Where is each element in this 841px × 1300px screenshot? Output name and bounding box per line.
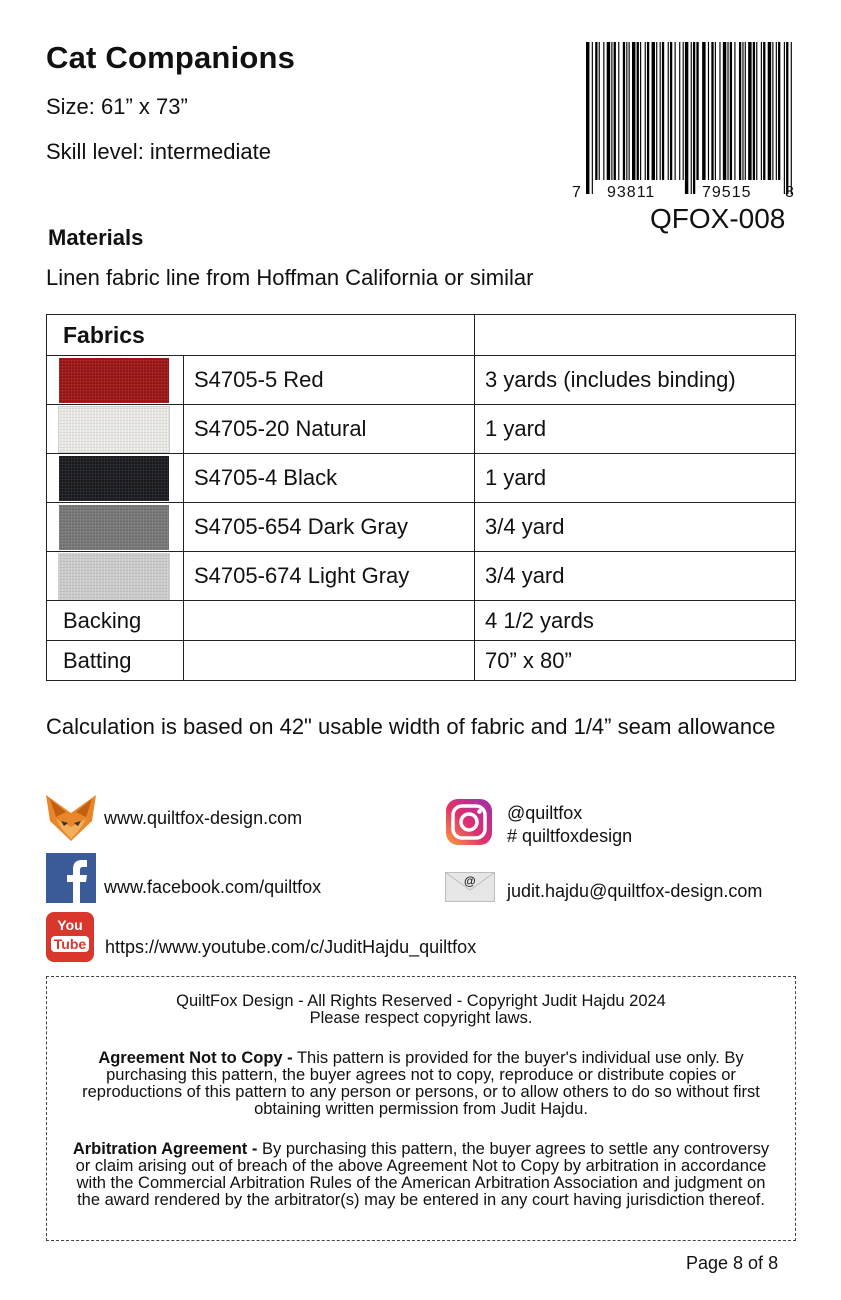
fabric-swatch-light-gray — [59, 554, 169, 599]
table-row — [47, 601, 796, 641]
fabric-amount: 3/4 yard — [475, 552, 796, 601]
agreement-text: This pattern is provided for the buyer's individual use only. By purchasing this pattern, the buyer agrees not to copy, reproduce or distribute copies or reproductions of this pattern to any person or persons, or to allow others to do so without first obtaining written permission from Judit Hajdu. — [82, 1049, 760, 1118]
barcode-bar — [791, 42, 792, 194]
barcode-bar — [623, 42, 625, 180]
table-row — [47, 405, 796, 454]
youtube-icon-top-text: You — [57, 917, 83, 933]
fabric-amount: 3/4 yard — [475, 503, 796, 552]
empty-cell — [184, 601, 475, 641]
barcode-bar — [607, 42, 610, 180]
arbitration-title: Arbitration Agreement - — [72, 1140, 258, 1158]
materials-heading: Materials — [48, 225, 144, 250]
barcode-bar — [645, 42, 646, 180]
barcode-bar — [696, 42, 698, 180]
barcode-group-right: 79515 — [702, 184, 752, 201]
barcode-bar — [768, 42, 771, 180]
page-number: Page 8 of 8 — [686, 1253, 779, 1273]
skill-level: Skill level: intermediate — [46, 139, 271, 164]
instagram-hashtag[interactable]: # quiltfoxdesign — [507, 826, 633, 846]
fabric-line-text: Linen fabric line from Hoffman California or similar — [46, 265, 534, 290]
barcode-bar — [679, 42, 680, 180]
barcode-bar — [647, 42, 649, 180]
barcode-bar — [708, 42, 709, 180]
barcode-bar — [730, 42, 732, 180]
barcode-bar — [640, 42, 641, 180]
table-header-row — [47, 315, 796, 356]
table-row — [47, 356, 796, 405]
table-row — [47, 503, 796, 552]
barcode-bar — [662, 42, 664, 180]
barcode-bar — [748, 42, 751, 180]
fox-logo-icon — [46, 795, 96, 841]
barcode-bar — [742, 42, 743, 180]
swatch-cell — [47, 356, 184, 405]
agreement-title: Agreement Not to Copy - — [98, 1049, 293, 1067]
fabrics-header-label: Fabrics — [63, 321, 145, 348]
email-at-symbol: @ — [464, 874, 476, 888]
copyright-block — [47, 993, 795, 1027]
barcode-bar — [592, 42, 593, 194]
fabric-amount: 1 yard — [475, 454, 796, 503]
fabric-code: S4705-5 Red — [184, 356, 475, 405]
email-link[interactable]: judit.hajdu@quiltfox-design.com — [507, 881, 763, 901]
quilt-size: Size: 61” x 73” — [46, 94, 188, 119]
youtube-icon — [46, 912, 94, 962]
copyright-line-1: QuiltFox Design - All Rights Reserved - Copyright Judit Hajdu 2024 — [176, 992, 666, 1010]
fabric-code: S4705-4 Black — [184, 454, 475, 503]
barcode-bar — [626, 42, 627, 180]
facebook-icon — [46, 853, 96, 903]
youtube-link[interactable]: https://www.youtube.com/c/JuditHajdu_quiltfox — [105, 937, 477, 957]
table-row — [47, 641, 796, 681]
fabric-swatch-black — [59, 456, 169, 501]
backing-label: Backing — [47, 601, 184, 641]
barcode-bar — [675, 42, 676, 180]
arbitration-block — [47, 1141, 795, 1209]
barcode — [572, 42, 796, 207]
fabric-swatch-red — [59, 358, 169, 403]
barcode-bar — [603, 42, 604, 180]
barcode-bar — [691, 42, 692, 194]
barcode-bar — [652, 42, 655, 180]
barcode-bar — [761, 42, 762, 180]
batting-amount: 70” x 80” — [475, 641, 796, 681]
barcode-bar — [599, 42, 600, 180]
agreement-block — [47, 1050, 795, 1118]
calculation-note: Calculation is based on 42" usable width of fabric and 1/4” seam allowance — [46, 714, 776, 739]
pattern-title: Cat Companions — [46, 40, 296, 75]
fabric-code: S4705-654 Dark Gray — [184, 503, 475, 552]
barcode-bar — [727, 42, 728, 180]
barcode-bar — [656, 42, 657, 180]
email-envelope-icon — [445, 872, 495, 902]
barcode-bar — [632, 42, 635, 180]
barcode-bar — [702, 42, 705, 180]
arbitration-text: By purchasing this pattern, the buyer agrees to settle any controversy or claim arising out of breach of the above Agreement Not to Copy by arbitration in accordance with the Commercial Arbitration Rules of the American Arbitration Association and judgment on the award rendered by the arbitrator(s) may be entered in any court having jurisdiction thereof. — [75, 1140, 770, 1209]
barcode-bar — [715, 42, 716, 180]
barcode-bar — [637, 42, 639, 180]
legal-notice-box — [46, 976, 796, 1241]
copyright-line-2: Please respect copyright laws. — [309, 1009, 533, 1027]
barcode-bar — [668, 42, 669, 180]
barcode-bar — [756, 42, 757, 180]
barcode-bar — [683, 42, 684, 180]
barcode-bar — [660, 42, 661, 180]
youtube-icon-bottom-text: Tube — [51, 936, 89, 952]
facebook-link[interactable]: www.facebook.com/quiltfox — [104, 877, 322, 897]
barcode-group-left: 93811 — [607, 184, 656, 201]
table-row — [47, 454, 796, 503]
barcode-bar — [784, 42, 785, 194]
batting-label: Batting — [47, 641, 184, 681]
barcode-bar — [670, 42, 672, 180]
table-row — [47, 552, 796, 601]
instagram-handle[interactable]: @quiltfox — [507, 803, 583, 823]
product-code: QFOX-008 — [650, 203, 786, 234]
instagram-icon — [445, 798, 493, 846]
barcode-bar — [776, 42, 777, 180]
barcode-digit-first: 7 — [572, 184, 582, 201]
fabric-code: S4705-674 Light Gray — [184, 552, 475, 601]
barcode-bar — [772, 42, 773, 180]
swatch-cell — [47, 405, 184, 454]
backing-amount: 4 1/2 yards — [475, 601, 796, 641]
barcode-bar — [711, 42, 713, 180]
barcode-bar — [611, 42, 612, 180]
swatch-cell — [47, 503, 184, 552]
barcode-bar — [685, 42, 688, 194]
swatch-cell — [47, 552, 184, 601]
barcode-bar — [586, 42, 589, 194]
barcode-bar — [614, 42, 616, 180]
website-link[interactable]: www.quiltfox-design.com — [104, 808, 303, 828]
barcode-bar — [753, 42, 755, 180]
barcode-bar — [739, 42, 741, 180]
swatch-cell — [47, 454, 184, 503]
barcode-bar — [745, 42, 746, 180]
table-header-cell — [47, 315, 475, 356]
barcode-bar — [618, 42, 619, 180]
barcode-bar — [595, 42, 597, 180]
barcode-bar — [719, 42, 720, 180]
fabrics-table — [46, 314, 796, 681]
fabric-swatch-natural — [59, 407, 169, 452]
barcode-bar — [693, 42, 695, 194]
fabric-swatch-dark-gray — [59, 505, 169, 550]
barcode-bar — [723, 42, 726, 180]
barcode-bar — [786, 42, 788, 194]
empty-cell — [184, 641, 475, 681]
barcode-bar — [763, 42, 765, 180]
barcode-bars — [582, 42, 796, 207]
fabric-amount: 1 yard — [475, 405, 796, 454]
barcode-digit-last: 8 — [785, 184, 795, 201]
barcode-bar — [629, 42, 630, 180]
fabric-code: S4705-20 Natural — [184, 405, 475, 454]
barcode-bar — [734, 42, 735, 180]
table-header-empty-cell — [475, 315, 796, 356]
fabric-amount: 3 yards (includes binding) — [475, 356, 796, 405]
barcode-bar — [778, 42, 780, 180]
